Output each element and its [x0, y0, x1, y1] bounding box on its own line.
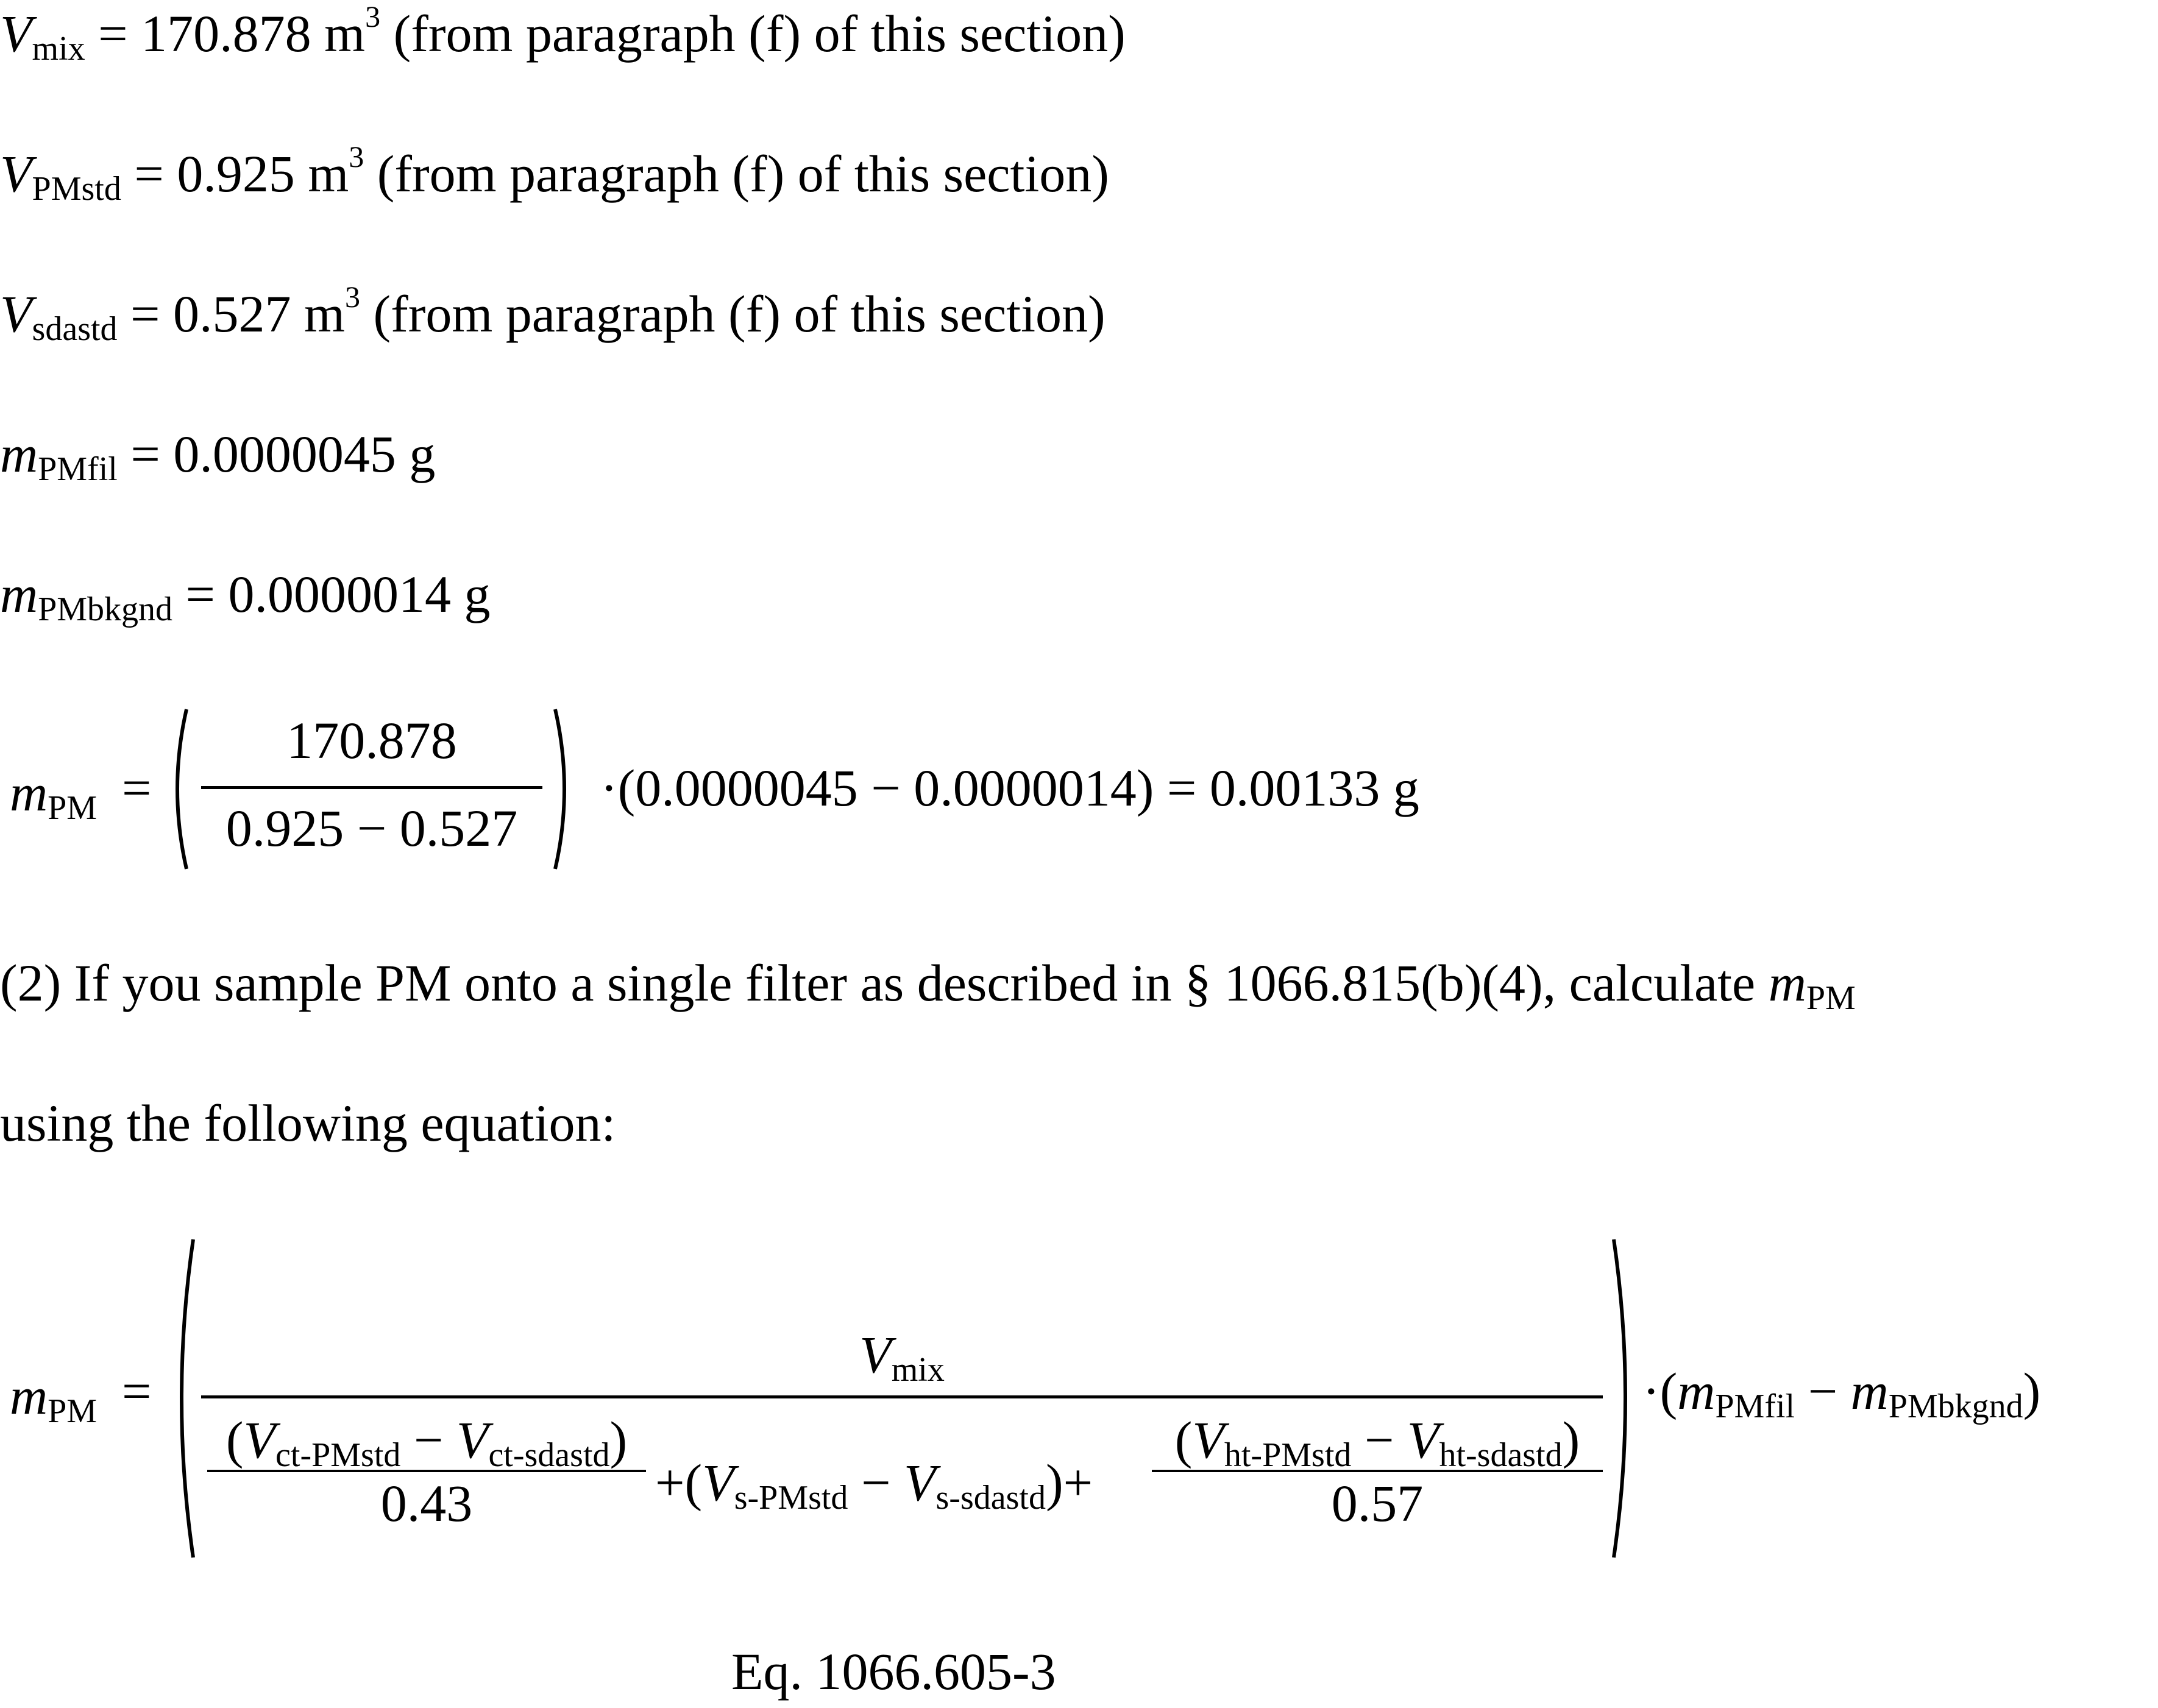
ct-fraction: (Vct-PMstd − Vct-sdastd) 0.43 [207, 1414, 646, 1529]
main-fraction-bar [201, 1395, 1603, 1398]
equation-lhs: mPM [10, 1367, 98, 1430]
s-term: +(Vs-PMstd − Vs-sdastd)+ [655, 1453, 1093, 1517]
main-numerator: Vmix [859, 1325, 945, 1389]
equation-remainder: ·(0.0000045 − 0.0000014) = 0.00133 g [600, 759, 1419, 817]
equation-lhs: mPM [10, 764, 98, 827]
fraction-denominator: 0.925 − 0.527 [225, 799, 518, 857]
mass-difference-term: ·(mPMfil − mPMbkgnd) [1642, 1362, 2041, 1425]
definition-v-mix: Vmix = 170.878 $m^3$ (from paragraph (f) of this section) [0, 0, 1126, 68]
paragraph-line-1: (2) If you sample PM onto a single filter as described in § 1066.815(b)(4), calculate mPM [0, 954, 1856, 1017]
definition-m-pmfil: mPMfil = 0.0000045 g [0, 425, 436, 488]
fraction-bar [201, 786, 542, 789]
equation-label: Eq. 1066.605-3 [731, 1642, 1056, 1701]
definition-m-pmbkgnd: mPMbkgnd = 0.0000014 g [0, 565, 491, 628]
paragraph-line-2: using the following equation: [0, 1094, 616, 1152]
ht-denominator: 0.57 [1331, 1474, 1424, 1533]
fraction-numerator: 170.878 [286, 711, 457, 770]
equation-1066-605-3 [0, 1231, 2158, 1572]
equals-sign: = [122, 759, 152, 817]
ht-fraction: (Vht-PMstd − Vht-sdastd) 0.57 [1152, 1414, 1603, 1529]
right-paren [552, 707, 576, 871]
left-paren [166, 707, 190, 871]
definition-v-pmstd: VPMstd = 0.925 $m^3$ (from paragraph (f) of this section) [0, 140, 1109, 208]
big-left-paren [168, 1237, 198, 1560]
ct-denominator: 0.43 [380, 1474, 473, 1533]
equation-pm-mass-example [0, 701, 1585, 884]
big-right-paren [1609, 1237, 1639, 1560]
equals-sign: = [122, 1362, 152, 1420]
definition-v-sdastd: Vsdastd = 0.527 $m^3$ (from paragraph (f) of this section) [0, 280, 1106, 348]
